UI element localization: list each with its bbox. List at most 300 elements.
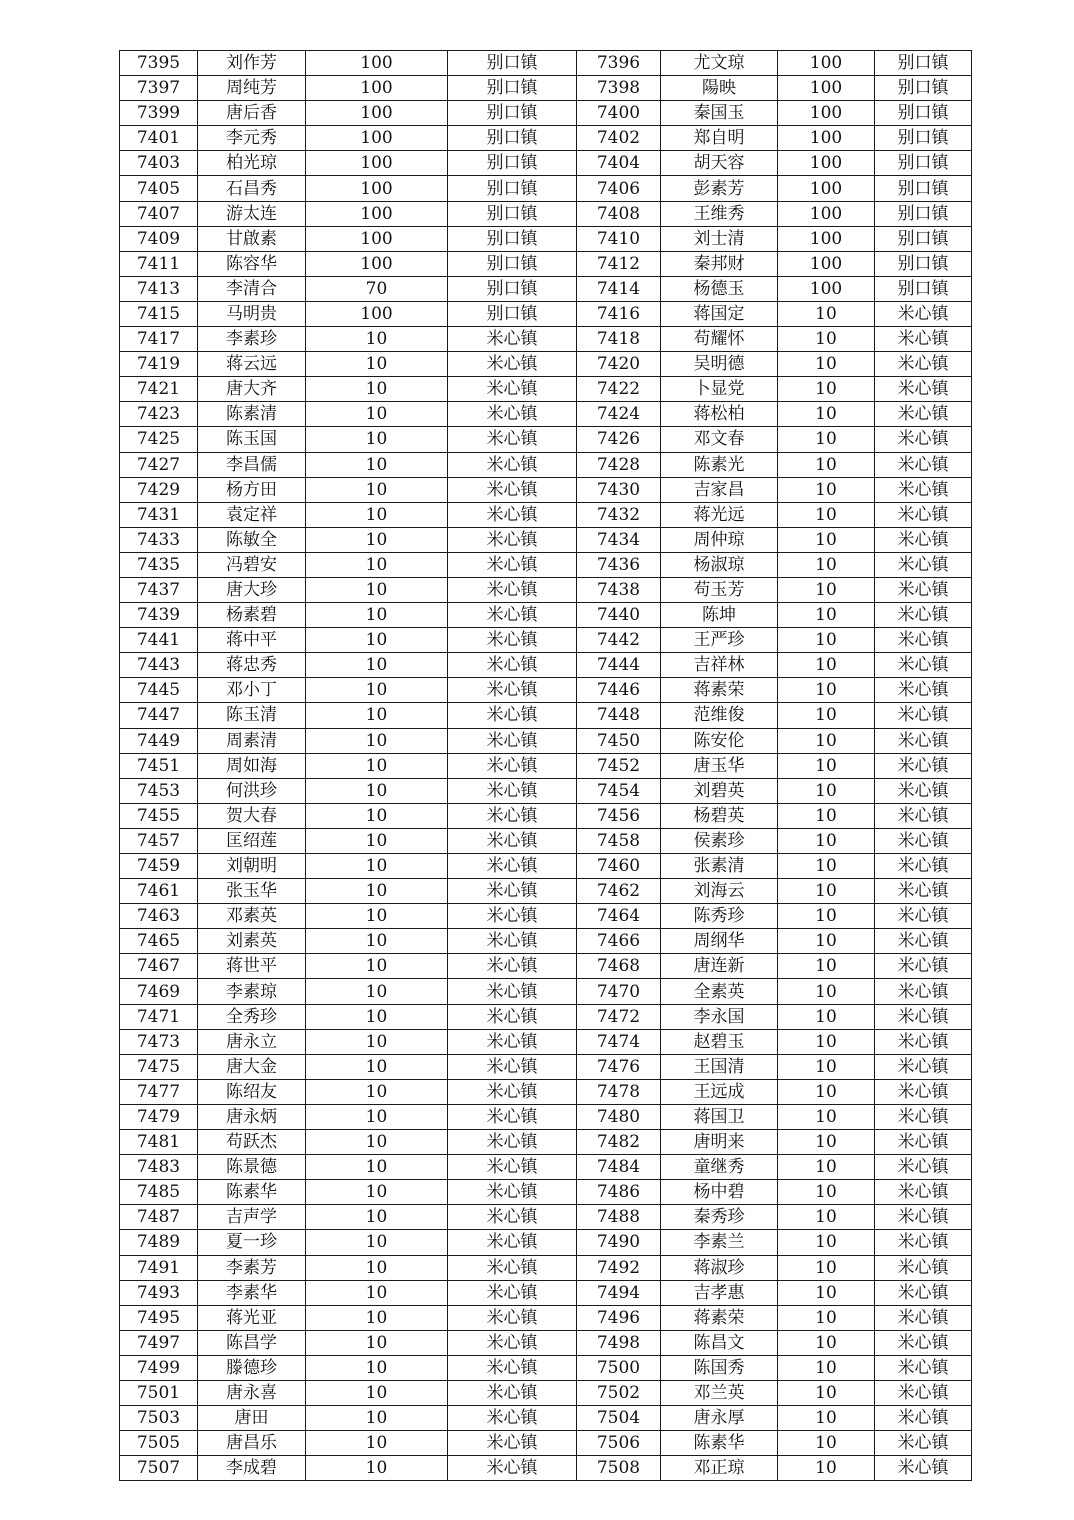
right-amount-cell: 10 [778, 427, 875, 452]
left-name-cell: 蒋忠秀 [198, 653, 306, 678]
left-amount-cell: 10 [306, 1155, 448, 1180]
right-name-cell: 童继秀 [661, 1155, 778, 1180]
left-id-cell: 7417 [120, 327, 198, 352]
left-amount-cell: 100 [306, 201, 448, 226]
right-town-cell: 米心镇 [875, 778, 972, 803]
left-town-cell: 米心镇 [448, 352, 577, 377]
left-id-cell: 7473 [120, 1029, 198, 1054]
left-name-cell: 唐大珍 [198, 577, 306, 602]
table-row [120, 653, 972, 678]
table-row [120, 51, 972, 76]
table-row [120, 1205, 972, 1230]
right-id-cell: 7460 [577, 854, 661, 879]
left-amount-cell: 10 [306, 1280, 448, 1305]
right-town-cell: 米心镇 [875, 1355, 972, 1380]
left-amount-cell: 10 [306, 452, 448, 477]
left-name-cell: 唐永立 [198, 1029, 306, 1054]
right-name-cell: 吉孝惠 [661, 1280, 778, 1305]
left-name-cell: 周纯芳 [198, 76, 306, 101]
left-id-cell: 7425 [120, 427, 198, 452]
right-amount-cell: 10 [778, 1205, 875, 1230]
left-name-cell: 李清合 [198, 276, 306, 301]
right-amount-cell: 10 [778, 452, 875, 477]
right-id-cell: 7434 [577, 527, 661, 552]
right-amount-cell: 10 [778, 1029, 875, 1054]
right-town-cell: 别口镇 [875, 176, 972, 201]
left-amount-cell: 10 [306, 1406, 448, 1431]
right-name-cell: 胡天容 [661, 151, 778, 176]
right-id-cell: 7494 [577, 1280, 661, 1305]
right-amount-cell: 10 [778, 352, 875, 377]
right-id-cell: 7464 [577, 904, 661, 929]
right-name-cell: 尤文琼 [661, 51, 778, 76]
right-id-cell: 7502 [577, 1380, 661, 1405]
right-name-cell: 周纲华 [661, 929, 778, 954]
left-name-cell: 刘素英 [198, 929, 306, 954]
right-town-cell: 米心镇 [875, 352, 972, 377]
table-row [120, 1079, 972, 1104]
left-id-cell: 7435 [120, 552, 198, 577]
left-amount-cell: 10 [306, 1079, 448, 1104]
left-id-cell: 7431 [120, 502, 198, 527]
right-id-cell: 7432 [577, 502, 661, 527]
right-name-cell: 侯素珍 [661, 828, 778, 853]
left-town-cell: 米心镇 [448, 803, 577, 828]
right-town-cell: 米心镇 [875, 1456, 972, 1481]
right-town-cell: 米心镇 [875, 301, 972, 326]
table-row [120, 854, 972, 879]
right-town-cell: 米心镇 [875, 1054, 972, 1079]
left-town-cell: 米心镇 [448, 502, 577, 527]
right-amount-cell: 10 [778, 1130, 875, 1155]
left-id-cell: 7479 [120, 1104, 198, 1129]
right-id-cell: 7402 [577, 126, 661, 151]
left-amount-cell: 100 [306, 126, 448, 151]
left-amount-cell: 10 [306, 1004, 448, 1029]
left-town-cell: 米心镇 [448, 1330, 577, 1355]
right-town-cell: 别口镇 [875, 51, 972, 76]
right-id-cell: 7492 [577, 1255, 661, 1280]
right-amount-cell: 10 [778, 703, 875, 728]
right-name-cell: 赵碧玉 [661, 1029, 778, 1054]
left-id-cell: 7465 [120, 929, 198, 954]
right-name-cell: 陈安伦 [661, 728, 778, 753]
table-row [120, 1255, 972, 1280]
right-town-cell: 米心镇 [875, 803, 972, 828]
left-name-cell: 陈敏全 [198, 527, 306, 552]
left-name-cell: 滕德珍 [198, 1355, 306, 1380]
left-amount-cell: 10 [306, 1104, 448, 1129]
right-amount-cell: 10 [778, 1230, 875, 1255]
left-amount-cell: 10 [306, 1380, 448, 1405]
right-id-cell: 7462 [577, 879, 661, 904]
left-name-cell: 杨方田 [198, 477, 306, 502]
table-row [120, 502, 972, 527]
right-town-cell: 米心镇 [875, 327, 972, 352]
right-name-cell: 唐永厚 [661, 1406, 778, 1431]
right-name-cell: 杨碧英 [661, 803, 778, 828]
right-amount-cell: 10 [778, 603, 875, 628]
left-amount-cell: 10 [306, 603, 448, 628]
right-id-cell: 7424 [577, 402, 661, 427]
left-amount-cell: 10 [306, 1255, 448, 1280]
right-town-cell: 米心镇 [875, 427, 972, 452]
right-town-cell: 米心镇 [875, 854, 972, 879]
left-id-cell: 7429 [120, 477, 198, 502]
right-amount-cell: 10 [778, 502, 875, 527]
left-name-cell: 袁定祥 [198, 502, 306, 527]
right-amount-cell: 10 [778, 1305, 875, 1330]
right-name-cell: 邓正琼 [661, 1456, 778, 1481]
right-town-cell: 米心镇 [875, 703, 972, 728]
left-id-cell: 7469 [120, 979, 198, 1004]
right-id-cell: 7410 [577, 226, 661, 251]
right-amount-cell: 100 [778, 101, 875, 126]
table-row [120, 979, 972, 1004]
right-amount-cell: 10 [778, 753, 875, 778]
right-name-cell: 李永国 [661, 1004, 778, 1029]
right-town-cell: 米心镇 [875, 929, 972, 954]
right-id-cell: 7498 [577, 1330, 661, 1355]
left-town-cell: 米心镇 [448, 678, 577, 703]
left-id-cell: 7445 [120, 678, 198, 703]
table-row [120, 1456, 972, 1481]
table-row [120, 828, 972, 853]
right-id-cell: 7404 [577, 151, 661, 176]
left-amount-cell: 10 [306, 577, 448, 602]
right-town-cell: 米心镇 [875, 1180, 972, 1205]
table-row [120, 954, 972, 979]
left-amount-cell: 10 [306, 628, 448, 653]
left-amount-cell: 100 [306, 101, 448, 126]
left-town-cell: 米心镇 [448, 377, 577, 402]
left-id-cell: 7483 [120, 1155, 198, 1180]
left-name-cell: 李素珍 [198, 327, 306, 352]
left-id-cell: 7405 [120, 176, 198, 201]
table-row [120, 628, 972, 653]
left-town-cell: 米心镇 [448, 552, 577, 577]
right-town-cell: 米心镇 [875, 603, 972, 628]
left-id-cell: 7423 [120, 402, 198, 427]
right-id-cell: 7466 [577, 929, 661, 954]
left-amount-cell: 10 [306, 1054, 448, 1079]
right-name-cell: 杨中碧 [661, 1180, 778, 1205]
left-name-cell: 蒋世平 [198, 954, 306, 979]
left-amount-cell: 10 [306, 427, 448, 452]
left-name-cell: 唐永喜 [198, 1380, 306, 1405]
left-name-cell: 陈素华 [198, 1180, 306, 1205]
left-amount-cell: 10 [306, 1330, 448, 1355]
right-town-cell: 米心镇 [875, 1130, 972, 1155]
right-id-cell: 7474 [577, 1029, 661, 1054]
right-town-cell: 别口镇 [875, 151, 972, 176]
left-amount-cell: 10 [306, 1456, 448, 1481]
records-table [119, 50, 972, 1481]
left-name-cell: 李素琼 [198, 979, 306, 1004]
right-town-cell: 米心镇 [875, 527, 972, 552]
right-name-cell: 蒋淑珍 [661, 1255, 778, 1280]
left-name-cell: 唐大齐 [198, 377, 306, 402]
left-town-cell: 米心镇 [448, 904, 577, 929]
right-id-cell: 7440 [577, 603, 661, 628]
right-id-cell: 7458 [577, 828, 661, 853]
right-town-cell: 米心镇 [875, 1305, 972, 1330]
table-row [120, 1180, 972, 1205]
right-name-cell: 陈昌文 [661, 1330, 778, 1355]
left-id-cell: 7401 [120, 126, 198, 151]
table-row [120, 1230, 972, 1255]
right-town-cell: 米心镇 [875, 1230, 972, 1255]
left-id-cell: 7407 [120, 201, 198, 226]
left-town-cell: 米心镇 [448, 703, 577, 728]
right-name-cell: 邓兰英 [661, 1380, 778, 1405]
right-id-cell: 7506 [577, 1431, 661, 1456]
left-name-cell: 夏一珍 [198, 1230, 306, 1255]
table-row [120, 778, 972, 803]
left-town-cell: 米心镇 [448, 1004, 577, 1029]
left-id-cell: 7441 [120, 628, 198, 653]
right-name-cell: 陈秀珍 [661, 904, 778, 929]
left-town-cell: 别口镇 [448, 201, 577, 226]
left-name-cell: 陈容华 [198, 251, 306, 276]
right-town-cell: 米心镇 [875, 1104, 972, 1129]
right-name-cell: 彭素芳 [661, 176, 778, 201]
right-name-cell: 杨德玉 [661, 276, 778, 301]
left-amount-cell: 10 [306, 778, 448, 803]
right-name-cell: 蒋国定 [661, 301, 778, 326]
right-amount-cell: 10 [778, 803, 875, 828]
right-id-cell: 7450 [577, 728, 661, 753]
left-amount-cell: 70 [306, 276, 448, 301]
right-amount-cell: 100 [778, 201, 875, 226]
right-amount-cell: 10 [778, 854, 875, 879]
right-id-cell: 7430 [577, 477, 661, 502]
right-id-cell: 7446 [577, 678, 661, 703]
right-town-cell: 米心镇 [875, 979, 972, 1004]
right-amount-cell: 10 [778, 1330, 875, 1355]
right-name-cell: 周仲琼 [661, 527, 778, 552]
left-name-cell: 李素华 [198, 1280, 306, 1305]
left-town-cell: 米心镇 [448, 628, 577, 653]
right-town-cell: 米心镇 [875, 452, 972, 477]
right-town-cell: 米心镇 [875, 1255, 972, 1280]
table-row [120, 1130, 972, 1155]
table-row [120, 678, 972, 703]
left-id-cell: 7495 [120, 1305, 198, 1330]
right-town-cell: 米心镇 [875, 1406, 972, 1431]
right-amount-cell: 10 [778, 778, 875, 803]
right-amount-cell: 10 [778, 1431, 875, 1456]
right-name-cell: 吴明德 [661, 352, 778, 377]
left-id-cell: 7413 [120, 276, 198, 301]
table-row [120, 1029, 972, 1054]
table-row [120, 1155, 972, 1180]
right-amount-cell: 10 [778, 1355, 875, 1380]
right-town-cell: 米心镇 [875, 828, 972, 853]
left-name-cell: 甘啟素 [198, 226, 306, 251]
right-id-cell: 7436 [577, 552, 661, 577]
table-row [120, 101, 972, 126]
left-id-cell: 7471 [120, 1004, 198, 1029]
right-id-cell: 7414 [577, 276, 661, 301]
table-row [120, 603, 972, 628]
left-amount-cell: 10 [306, 904, 448, 929]
right-amount-cell: 100 [778, 76, 875, 101]
left-amount-cell: 10 [306, 678, 448, 703]
left-id-cell: 7415 [120, 301, 198, 326]
right-name-cell: 范维俊 [661, 703, 778, 728]
table-row [120, 477, 972, 502]
right-town-cell: 米心镇 [875, 1280, 972, 1305]
right-id-cell: 7442 [577, 628, 661, 653]
table-row [120, 377, 972, 402]
right-town-cell: 米心镇 [875, 502, 972, 527]
right-amount-cell: 100 [778, 126, 875, 151]
left-town-cell: 米心镇 [448, 603, 577, 628]
left-name-cell: 冯碧安 [198, 552, 306, 577]
table-row [120, 176, 972, 201]
left-name-cell: 刘作芳 [198, 51, 306, 76]
left-name-cell: 柏光琼 [198, 151, 306, 176]
left-id-cell: 7451 [120, 753, 198, 778]
right-amount-cell: 10 [778, 1380, 875, 1405]
left-town-cell: 米心镇 [448, 1104, 577, 1129]
left-town-cell: 米心镇 [448, 854, 577, 879]
left-amount-cell: 10 [306, 552, 448, 577]
left-amount-cell: 10 [306, 979, 448, 1004]
left-amount-cell: 10 [306, 477, 448, 502]
right-name-cell: 郑自明 [661, 126, 778, 151]
left-town-cell: 米心镇 [448, 1255, 577, 1280]
left-id-cell: 7439 [120, 603, 198, 628]
left-name-cell: 贺大春 [198, 803, 306, 828]
table-row [120, 1355, 972, 1380]
left-town-cell: 米心镇 [448, 828, 577, 853]
left-name-cell: 李素芳 [198, 1255, 306, 1280]
left-town-cell: 米心镇 [448, 1305, 577, 1330]
table-row [120, 879, 972, 904]
right-amount-cell: 10 [778, 904, 875, 929]
right-amount-cell: 10 [778, 1079, 875, 1104]
left-name-cell: 李昌儒 [198, 452, 306, 477]
left-town-cell: 米心镇 [448, 653, 577, 678]
left-town-cell: 米心镇 [448, 1406, 577, 1431]
right-town-cell: 别口镇 [875, 201, 972, 226]
left-amount-cell: 100 [306, 176, 448, 201]
left-id-cell: 7491 [120, 1255, 198, 1280]
right-id-cell: 7488 [577, 1205, 661, 1230]
right-id-cell: 7500 [577, 1355, 661, 1380]
right-amount-cell: 10 [778, 1054, 875, 1079]
right-amount-cell: 100 [778, 226, 875, 251]
left-amount-cell: 10 [306, 352, 448, 377]
table-row [120, 327, 972, 352]
left-amount-cell: 10 [306, 929, 448, 954]
right-name-cell: 全素英 [661, 979, 778, 1004]
right-name-cell: 王维秀 [661, 201, 778, 226]
left-name-cell: 何洪珍 [198, 778, 306, 803]
left-town-cell: 米心镇 [448, 979, 577, 1004]
right-amount-cell: 10 [778, 1104, 875, 1129]
left-id-cell: 7443 [120, 653, 198, 678]
left-id-cell: 7419 [120, 352, 198, 377]
left-town-cell: 别口镇 [448, 126, 577, 151]
right-town-cell: 米心镇 [875, 1205, 972, 1230]
right-town-cell: 米心镇 [875, 577, 972, 602]
right-name-cell: 陈坤 [661, 603, 778, 628]
left-town-cell: 米心镇 [448, 1079, 577, 1104]
right-amount-cell: 100 [778, 151, 875, 176]
right-name-cell: 唐明来 [661, 1130, 778, 1155]
left-name-cell: 马明贵 [198, 301, 306, 326]
left-amount-cell: 10 [306, 1029, 448, 1054]
right-id-cell: 7454 [577, 778, 661, 803]
right-name-cell: 吉家昌 [661, 477, 778, 502]
right-amount-cell: 10 [778, 1456, 875, 1481]
left-town-cell: 别口镇 [448, 251, 577, 276]
left-id-cell: 7455 [120, 803, 198, 828]
right-id-cell: 7400 [577, 101, 661, 126]
left-amount-cell: 10 [306, 527, 448, 552]
left-amount-cell: 10 [306, 1305, 448, 1330]
left-amount-cell: 10 [306, 854, 448, 879]
right-name-cell: 吉祥林 [661, 653, 778, 678]
table-row [120, 1104, 972, 1129]
right-amount-cell: 10 [778, 1406, 875, 1431]
left-town-cell: 别口镇 [448, 176, 577, 201]
left-id-cell: 7433 [120, 527, 198, 552]
right-name-cell: 陽映 [661, 76, 778, 101]
table-row [120, 352, 972, 377]
left-name-cell: 刘朝明 [198, 854, 306, 879]
left-amount-cell: 10 [306, 1230, 448, 1255]
right-id-cell: 7468 [577, 954, 661, 979]
left-name-cell: 周如海 [198, 753, 306, 778]
table-row [120, 1054, 972, 1079]
right-amount-cell: 10 [778, 552, 875, 577]
left-name-cell: 陈景德 [198, 1155, 306, 1180]
right-name-cell: 秦秀珍 [661, 1205, 778, 1230]
right-name-cell: 秦国玉 [661, 101, 778, 126]
left-id-cell: 7409 [120, 226, 198, 251]
right-town-cell: 米心镇 [875, 1029, 972, 1054]
table-row [120, 552, 972, 577]
table-row [120, 1330, 972, 1355]
left-town-cell: 米心镇 [448, 1456, 577, 1481]
right-id-cell: 7482 [577, 1130, 661, 1155]
left-id-cell: 7493 [120, 1280, 198, 1305]
left-name-cell: 吉声学 [198, 1205, 306, 1230]
left-id-cell: 7427 [120, 452, 198, 477]
left-name-cell: 苟跃杰 [198, 1130, 306, 1155]
right-id-cell: 7438 [577, 577, 661, 602]
right-name-cell: 王国清 [661, 1054, 778, 1079]
table-row [120, 276, 972, 301]
right-amount-cell: 10 [778, 728, 875, 753]
left-town-cell: 米心镇 [448, 527, 577, 552]
left-amount-cell: 10 [306, 1355, 448, 1380]
table-row [120, 929, 972, 954]
right-name-cell: 王远成 [661, 1079, 778, 1104]
left-id-cell: 7453 [120, 778, 198, 803]
left-name-cell: 石昌秀 [198, 176, 306, 201]
right-amount-cell: 10 [778, 327, 875, 352]
right-amount-cell: 10 [778, 577, 875, 602]
right-amount-cell: 10 [778, 879, 875, 904]
right-name-cell: 卜显党 [661, 377, 778, 402]
left-town-cell: 米心镇 [448, 753, 577, 778]
right-town-cell: 米心镇 [875, 1380, 972, 1405]
